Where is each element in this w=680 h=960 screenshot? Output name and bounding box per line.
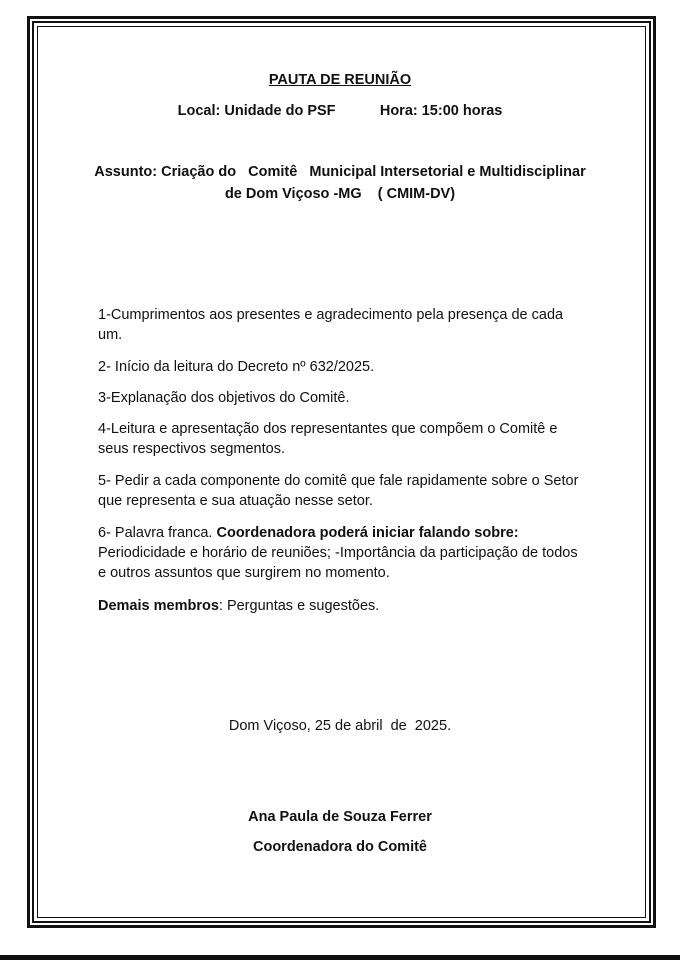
- agenda-item-6: [98, 523, 588, 583]
- subject-line-2: de Dom Viçoso -MG ( CMIM-DV): [224, 186, 456, 202]
- agenda-item-6-prefix: 6- Palavra franca.: [98, 525, 217, 541]
- agenda-item-7-bold: Demais membros: [98, 598, 219, 614]
- signature-name: Ana Paula de Souza Ferrer: [248, 809, 432, 825]
- agenda-item-4: 4-Leitura e apresentação dos representantes que compõem o Comitê e seus respectivos segmentos.: [98, 421, 558, 457]
- agenda-item-1: 1-Cumprimentos aos presentes e agradecimento pela presença de cada um.: [98, 307, 564, 343]
- agenda-item-2: 2- Início da leitura do Decreto nº 632/2025.: [98, 359, 375, 375]
- agenda-item-3: 3-Explanação dos objetivos do Comitê.: [98, 390, 350, 406]
- document-title: PAUTA DE REUNIÃO: [268, 72, 412, 88]
- agenda-item-6-bold: Coordenadora poderá iniciar falando sobre:: [216, 525, 519, 541]
- agenda-item-6-rest: Periodicidade e horário de reuniões; -Importância da participação de todos e outros assuntos que surgirem no momento.: [98, 545, 578, 581]
- bottom-black-bar: [0, 955, 680, 960]
- agenda-item-7: [98, 596, 588, 616]
- location-time-line: Local: Unidade do PSF Hora: 15:00 horas: [177, 103, 503, 119]
- subject-line-1: Assunto: Criação do Comitê Municipal Intersetorial e Multidisciplinar: [94, 164, 586, 180]
- date-line: Dom Viçoso, 25 de abril de 2025.: [228, 718, 452, 734]
- agenda-item-5: 5- Pedir a cada componente do comitê que fale rapidamente sobre o Setor que representa e sua atuação nesse setor.: [98, 473, 579, 509]
- signature-role: Coordenadora do Comitê: [252, 839, 427, 855]
- agenda-item-7-rest: : Perguntas e sugestões.: [218, 598, 380, 614]
